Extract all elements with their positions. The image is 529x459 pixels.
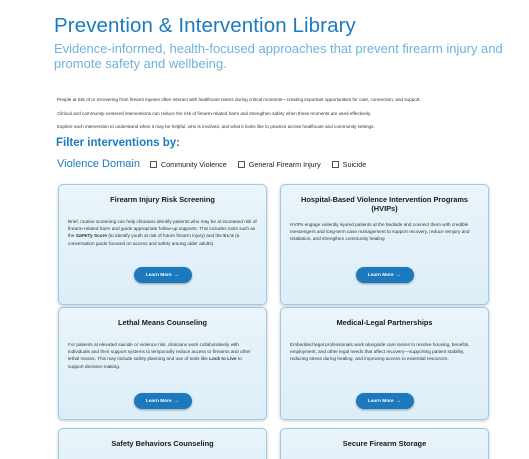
intervention-card-lethal-means (58, 307, 267, 420)
learn-more-button[interactable]: Learn More → (356, 393, 414, 409)
intro-paragraph: Clinical and community-centered interventions can reduce the risk of firearm-related harm and strengthen safety when these moments are used effectively. (57, 110, 372, 116)
arrow-right-icon: → (395, 398, 402, 404)
card-description: Brief, routine screening can help clinicians identify patients who may be at increased risk of firearm-related harm and guide appropriate follow-up supports. This includes tools such as the SaFETy Score (to identify youth at risk of future firearm injury) and the 5 L's (a conversation guide focused on access and safety among older adults). (68, 219, 257, 246)
card-title: Firearm Injury Risk Screening (110, 195, 215, 204)
card-title: Safety Behaviors Counseling (111, 439, 214, 448)
learn-more-button[interactable]: Learn More → (134, 267, 192, 283)
arrow-right-icon: → (173, 272, 180, 278)
checkbox-suicide[interactable] (332, 160, 367, 169)
card-title: Secure Firearm Storage (342, 439, 427, 448)
learn-more-button[interactable]: Learn More → (356, 267, 414, 283)
card-title: Medical-Legal Partnerships (336, 318, 433, 327)
learn-more-button[interactable]: Learn More → (134, 393, 192, 409)
checkbox-community-violence[interactable] (150, 160, 227, 169)
checkbox-label: Community Violence (160, 159, 227, 169)
intervention-card-hvips (280, 184, 489, 305)
filter-heading: Filter interventions by: (56, 137, 180, 149)
checkbox-general-firearm-injury[interactable] (238, 160, 321, 169)
card-description: Embedded legal professionals work alongside care teams to resolve housing, benefits, employment, and other legal needs that affect recovery—supporting patient stability, reducing stress during healing, and improving access to essential resources. (290, 342, 470, 362)
page-title: Prevention & Intervention Library (54, 14, 356, 37)
intervention-card-risk-screening (58, 184, 267, 305)
card-title: Hospital-Based Violence Intervention Programs (HVIPs) (300, 195, 469, 213)
card-description: For patients at elevated suicide or violence risk, clinicians work collaboratively with individuals and their support systems to temporarily reduce access to firearms and other lethal means. This may include safety planning and use of tools like Lock to Live to support decision-making. (68, 342, 251, 369)
intro-text (57, 97, 517, 138)
card-title: Lethal Means Counseling (117, 318, 208, 327)
intro-paragraph: People at risk of or recovering from firearm injuries often interact with healthcare teams during critical moments—creating important opportunities for care, connection, and support. (57, 97, 421, 102)
checkbox-icon[interactable] (150, 161, 157, 168)
intervention-card-medical-legal (280, 307, 489, 420)
violence-domain-label: Violence Domain (57, 158, 140, 170)
arrow-right-icon: → (173, 398, 180, 404)
violence-domain-filter (57, 158, 377, 170)
checkbox-label: Suicide (342, 159, 367, 169)
checkbox-label: General Firearm Injury (248, 159, 321, 169)
intro-paragraph: Explore each intervention to understand when it may be helpful, who is involved, and what it looks like to practice across healthcare and community settings. (57, 124, 375, 129)
checkbox-icon[interactable] (332, 161, 339, 168)
checkbox-icon[interactable] (238, 161, 245, 168)
card-description: HVIPs engage violently injured patients at the bedside and connect them with credible messengers and long-term case management to support recovery, reduce reinjury and retaliation, and strengthen community healing (290, 222, 470, 242)
page-subtitle: Evidence-informed, health-focused approaches that prevent firearm injury and promote safety and wellbeing. (54, 41, 503, 71)
intervention-card-secure-storage (280, 428, 489, 459)
arrow-right-icon: → (395, 272, 402, 278)
intervention-card-safety-behaviors (58, 428, 267, 459)
